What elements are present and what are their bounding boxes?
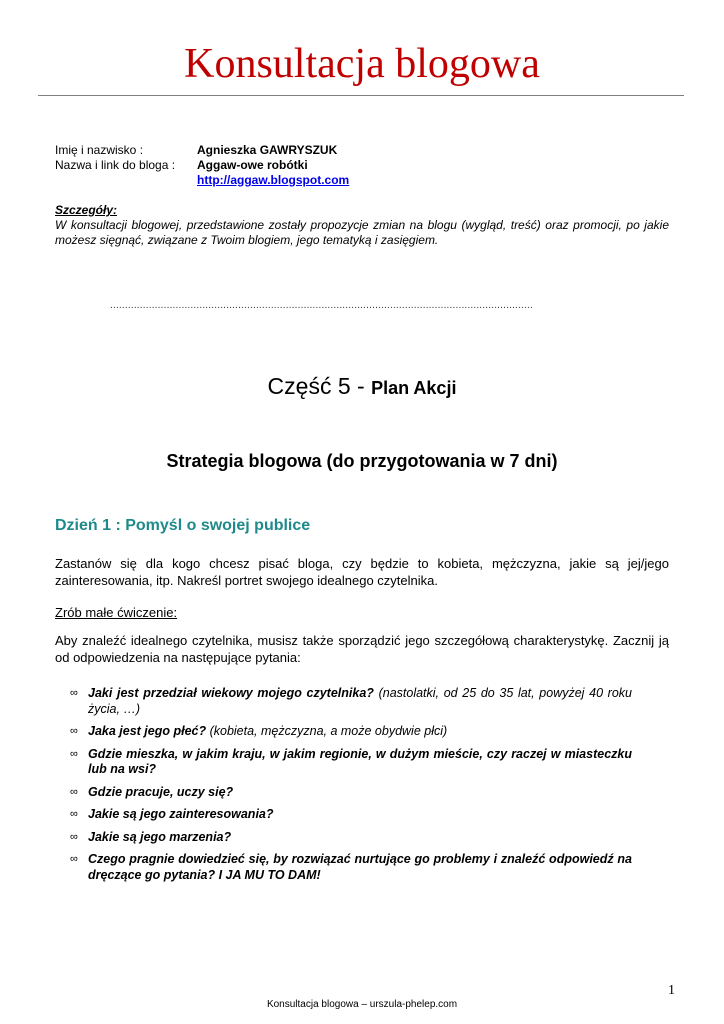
part-label: Część 5 - <box>267 373 372 399</box>
details-heading: Szczegóły: <box>55 203 118 217</box>
question-item <box>70 807 632 823</box>
page-footer: Konsultacja blogowa – urszula-phelep.com <box>266 999 458 1010</box>
name-label: Imię i nazwisko : <box>55 143 144 157</box>
name-value: Agnieszka GAWRYSZUK <box>197 143 338 157</box>
infinity-bullet-icon: ∞ <box>70 853 78 865</box>
question-item <box>70 686 632 717</box>
question-item <box>70 852 632 883</box>
question-text: Jakie są jego marzenia? <box>88 829 232 844</box>
title-divider <box>38 95 684 96</box>
question-text: Jaki jest przedział wiekowy mojego czytelnika? <box>88 686 374 700</box>
question-list <box>70 686 632 890</box>
question-item <box>70 830 632 846</box>
strategy-heading: Strategia blogowa (do przygotowania w 7 dni) <box>166 451 558 471</box>
day1-instruction: Aby znaleźć idealnego czytelnika, musisz także sporządzić jego szczegółową charakterystykę. Zacznij ją od odpowiedzenia na następujące pytania: <box>55 633 669 665</box>
infinity-bullet-icon: ∞ <box>70 808 78 820</box>
details-section <box>55 203 669 248</box>
part-heading <box>0 372 724 402</box>
day1-intro: Zastanów się dla kogo chcesz pisać bloga, czy będzie to kobieta, mężczyzna, jakie są jej/jego zainteresowania, itp. Nakreśl portret swojego idealnego czytelnika. <box>55 556 669 588</box>
day1-heading: Dzień 1 : Pomyśl o swojej publice <box>55 517 311 534</box>
details-text: W konsultacji blogowej, przedstawione zostały propozycje zmian na blogu (wygląd, treść) oraz promocji, po jakie możesz sięgnąć, związane z Twoim blogiem, jego tematyką i zasięgiem. <box>55 218 669 247</box>
infinity-bullet-icon: ∞ <box>70 725 78 737</box>
question-item <box>70 785 632 801</box>
dotted-separator: .............................................................................................................................................. <box>110 300 533 311</box>
question-text: Jaka jest jego płeć? <box>88 724 207 738</box>
page-title: Konsultacja blogowa <box>184 41 540 87</box>
part-subtitle: Plan Akcji <box>371 378 457 398</box>
blog-label: Nazwa i link do bloga : <box>55 158 176 172</box>
question-text: Jakie są jego zainteresowania? <box>88 807 274 821</box>
infinity-bullet-icon: ∞ <box>70 830 78 843</box>
infinity-bullet-icon: ∞ <box>70 785 78 798</box>
exercise-heading: Zrób małe ćwiczenie: <box>55 605 178 620</box>
blog-name: Aggaw-owe robótki <box>197 158 308 172</box>
question-text: Gdzie mieszka, w jakim kraju, w jakim regionie, w dużym mieście, czy raczej w miasteczku lub na wsi? <box>88 746 632 776</box>
infinity-bullet-icon: ∞ <box>70 747 78 760</box>
question-item <box>70 747 632 778</box>
question-note: (nastolatki, od 25 do 35 lat, powyżej 40 roku życia, …) <box>88 686 632 716</box>
blog-url-link[interactable]: http://aggaw.blogspot.com <box>197 173 350 187</box>
page-number: 1 <box>668 983 675 998</box>
question-text: Czego pragnie dowiedzieć się, by rozwiązać nurtujące go problemy i znaleźć odpowiedź na dręczące go pytania? I JA MU TO DAM! <box>88 852 632 882</box>
question-note: (kobieta, mężczyzna, a może obydwie płci) <box>206 724 448 738</box>
question-text: Gdzie pracuje, uczy się? <box>88 784 234 799</box>
infinity-bullet-icon: ∞ <box>70 687 78 699</box>
question-item <box>70 724 632 740</box>
